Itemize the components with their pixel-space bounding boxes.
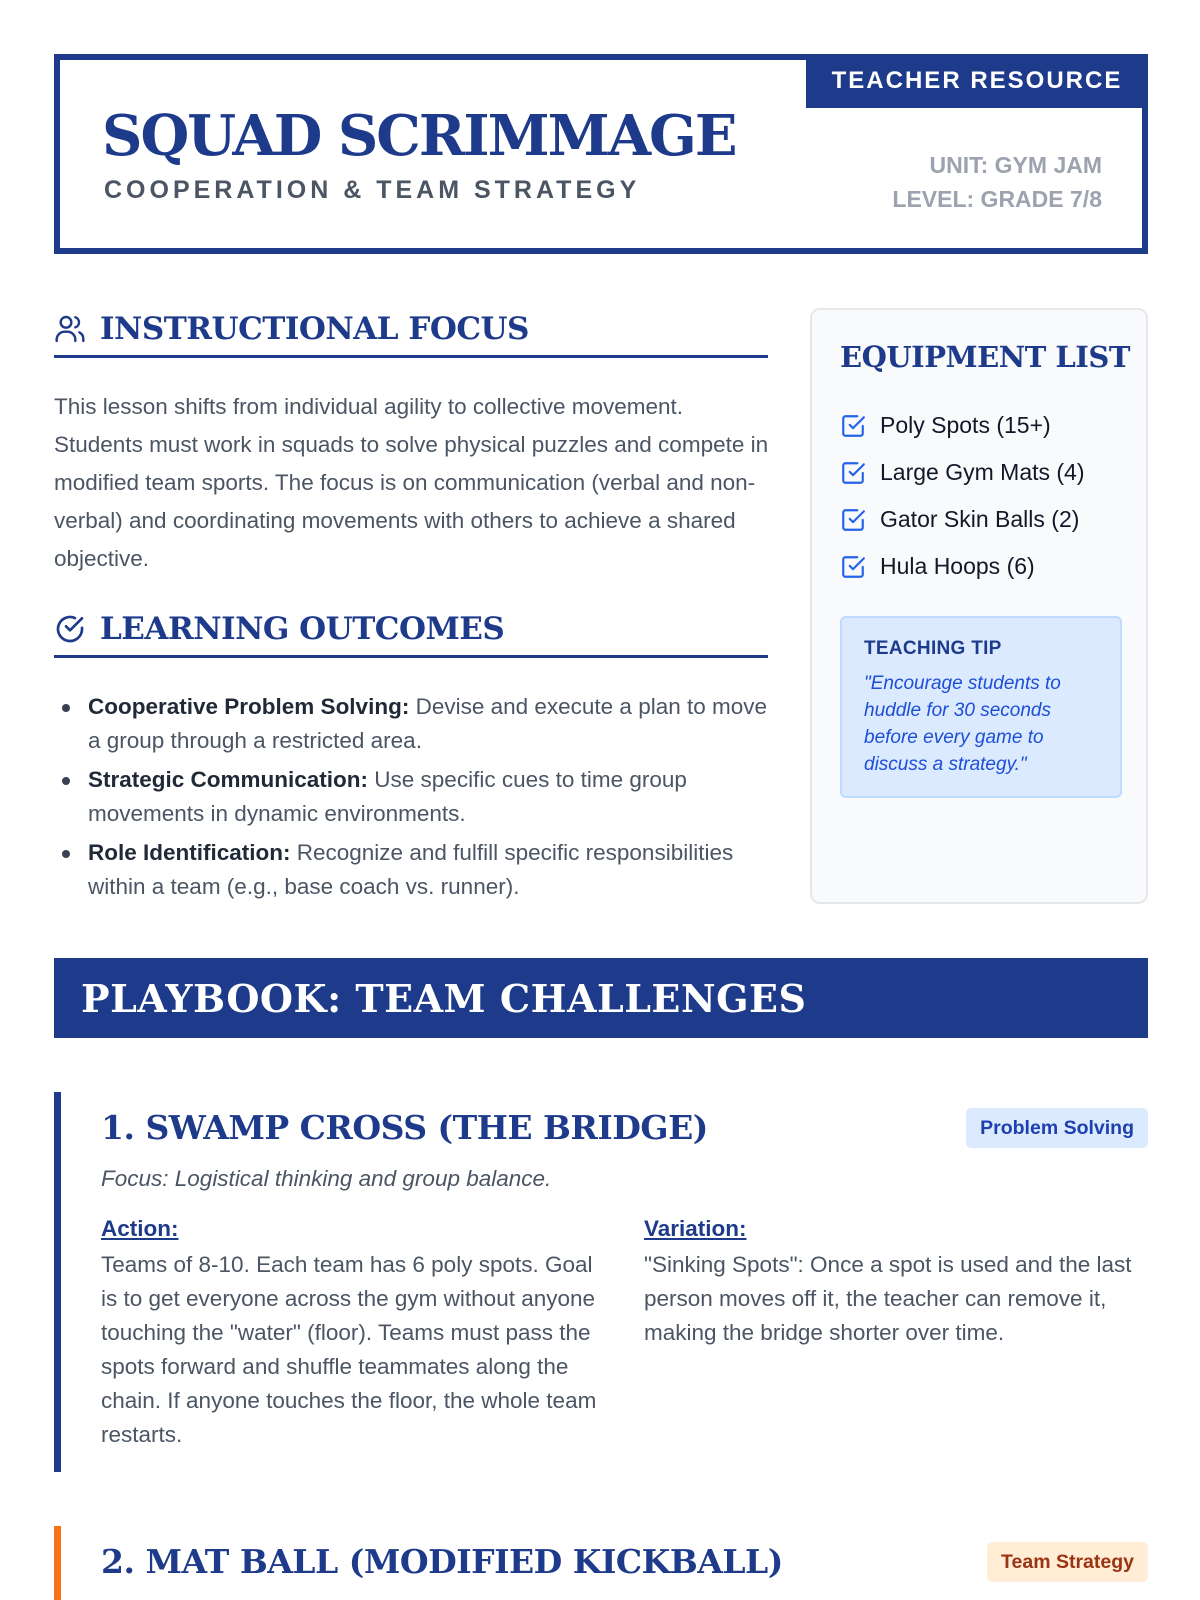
page-subtitle: COOPERATION & TEAM STRATEGY [104, 176, 641, 204]
check-circle-icon [54, 613, 86, 645]
learning-outcomes-heading [54, 602, 768, 658]
checkbox-checked-icon [840, 460, 866, 486]
page-title: SQUAD SCRIMMAGE [102, 103, 736, 169]
list-item [54, 690, 774, 758]
outcome-text: Use specific cues to time group movements in dynamic environments. [88, 767, 687, 826]
unit-label: UNIT: GYM JAM [929, 152, 1102, 178]
action-label: Action: [101, 1216, 179, 1241]
users-icon [54, 313, 86, 345]
equipment-label: Hula Hoops (6) [880, 553, 1035, 579]
outcome-term: Role Identification: [88, 840, 291, 865]
section-title: INSTRUCTIONAL FOCUS [100, 310, 529, 347]
variation-label: Variation: [644, 1216, 747, 1241]
challenge-title: 2. MAT BALL (MODIFIED KICKBALL) [101, 1542, 783, 1581]
challenge-variation [644, 1216, 1144, 1350]
equipment-heading: EQUIPMENT LIST [840, 340, 1130, 374]
instructional-focus-heading [54, 302, 768, 358]
equipment-item [840, 402, 1085, 449]
header-card [54, 54, 1148, 254]
outcome-text: Devise and execute a plan to move a group through a restricted area. [88, 694, 768, 753]
teaching-tip-title: TEACHING TIP [864, 638, 1002, 659]
challenge-focus: Focus: Logistical thinking and group balance. [101, 1166, 552, 1191]
checkbox-checked-icon [840, 554, 866, 580]
equipment-label: Poly Spots (15+) [880, 412, 1051, 438]
teaching-tip-box [840, 616, 1122, 798]
playbook-title: PLAYBOOK: TEAM CHALLENGES [81, 975, 807, 1021]
challenge-title: 1. SWAMP CROSS (THE BRIDGE) [101, 1108, 708, 1147]
level-label: LEVEL: GRADE 7/8 [892, 186, 1102, 212]
variation-text: "Sinking Spots": Once a spot is used and the last person moves off it, the teacher can remove it, making the bridge shorter over time. [644, 1252, 1132, 1345]
checkbox-checked-icon [840, 413, 866, 439]
equipment-item [840, 496, 1085, 543]
challenge-action [101, 1216, 601, 1452]
teacher-resource-badge: TEACHER RESOURCE [806, 54, 1148, 108]
outcome-text: Recognize and fulfill specific responsibilities within a team (e.g., base coach vs. runner). [88, 840, 734, 899]
teaching-tip-text: "Encourage students to huddle for 30 seconds before every game to discuss a strategy." [864, 673, 1061, 775]
list-item [54, 836, 774, 904]
equipment-list [840, 402, 1085, 590]
equipment-label: Gator Skin Balls (2) [880, 506, 1080, 532]
challenge-card [54, 1526, 1148, 1600]
learning-outcomes-list [54, 690, 774, 909]
instructional-focus-text: This lesson shifts from individual agility to collective movement. Students must work in squads to solve physical puzzles and compete in modified team sports. The focus is on communication (verbal and non-verbal) and coordinating movements with others to achieve a shared objective. [54, 394, 769, 571]
equipment-item [840, 543, 1085, 590]
challenge-card [54, 1092, 1148, 1472]
challenge-tag: Problem Solving [966, 1108, 1148, 1148]
list-item [54, 763, 774, 831]
checkbox-checked-icon [840, 507, 866, 533]
equipment-card [810, 308, 1148, 904]
challenge-tag: Team Strategy [987, 1542, 1148, 1582]
section-title: LEARNING OUTCOMES [100, 610, 505, 647]
equipment-label: Large Gym Mats (4) [880, 459, 1085, 485]
outcome-term: Cooperative Problem Solving: [88, 694, 410, 719]
equipment-item [840, 449, 1085, 496]
playbook-banner [54, 958, 1148, 1038]
unit-meta [892, 148, 1102, 216]
action-text: Teams of 8-10. Each team has 6 poly spots. Goal is to get everyone across the gym without anyone touching the "water" (floor). Teams must pass the spots forward and shuffle teammates along the chain. If anyone touches the floor, the whole team restarts. [101, 1252, 597, 1447]
outcome-term: Strategic Communication: [88, 767, 369, 792]
